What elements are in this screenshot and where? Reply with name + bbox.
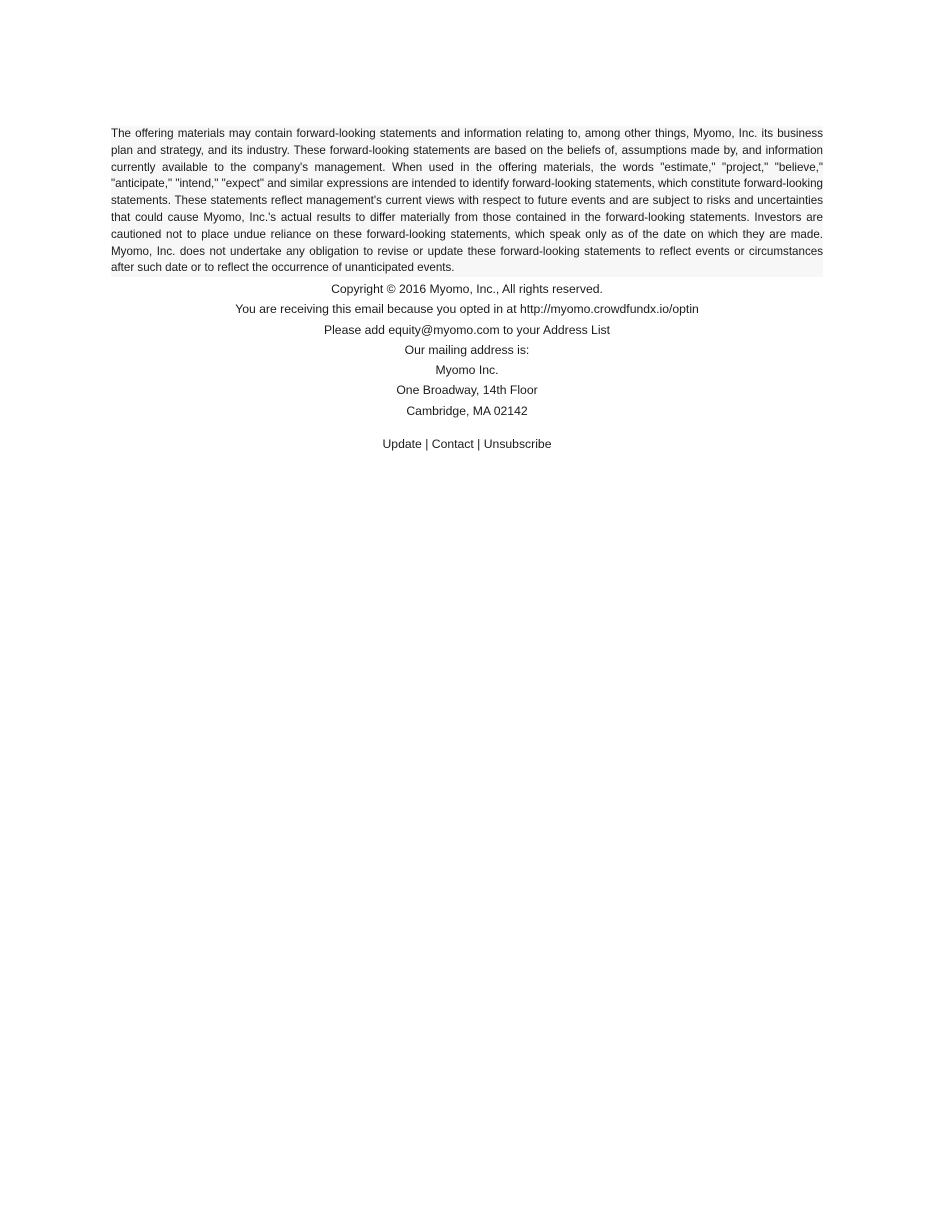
address-list-notice: Please add equity@myomo.com to your Address List: [323, 322, 611, 337]
mailing-address-label: Our mailing address is:: [404, 342, 530, 357]
email-footer: [111, 279, 823, 454]
contact-link[interactable]: Contact: [431, 436, 474, 451]
opt-in-notice: You are receiving this email because you opted in at http://myomo.crowdfundx.io/optin: [235, 302, 699, 317]
link-separator-one: |: [425, 436, 429, 451]
city-state-zip: Cambridge, MA 02142: [406, 403, 528, 418]
unsubscribe-link[interactable]: Unsubscribe: [483, 436, 552, 451]
update-link[interactable]: Update: [382, 436, 422, 451]
footer-links: [111, 434, 823, 454]
company-name: Myomo Inc.: [435, 363, 499, 377]
footer-spacer: [111, 421, 823, 434]
disclaimer-text: The offering materials may contain forward-looking statements and information relating to, among other things, Myomo, Inc. its business plan and strategy, and its industry. These forward-looking statements are based on the beliefs of, assumptions made by, and information currently available to the company's management. When used in the offering materials, the words "estimate," "project," "believe," "anticipate," "intend," "expect" and similar expressions are intended to identify forward-looking statements, which constitute forward-looking statements. These statements reflect management's current views with respect to future events and are subject to risks and uncertainties that could cause Myomo, Inc.'s actual results to differ materially from those contained in the forward-looking statements. Investors are cautioned not to place undue reliance on these forward-looking statements, which speak only as of the date on which they are made. Myomo, Inc. does not undertake any obligation to revise or update these forward-looking statements to reflect events or circumstances after such date or to reflect the occurrence of unanticipated events.: [111, 127, 823, 275]
forward-looking-statements-disclaimer: [111, 126, 823, 277]
copyright-line: Copyright © 2016 Myomo, Inc., All rights reserved.: [331, 282, 603, 296]
street-address: One Broadway, 14th Floor: [396, 383, 538, 398]
link-separator-two: |: [477, 436, 481, 451]
